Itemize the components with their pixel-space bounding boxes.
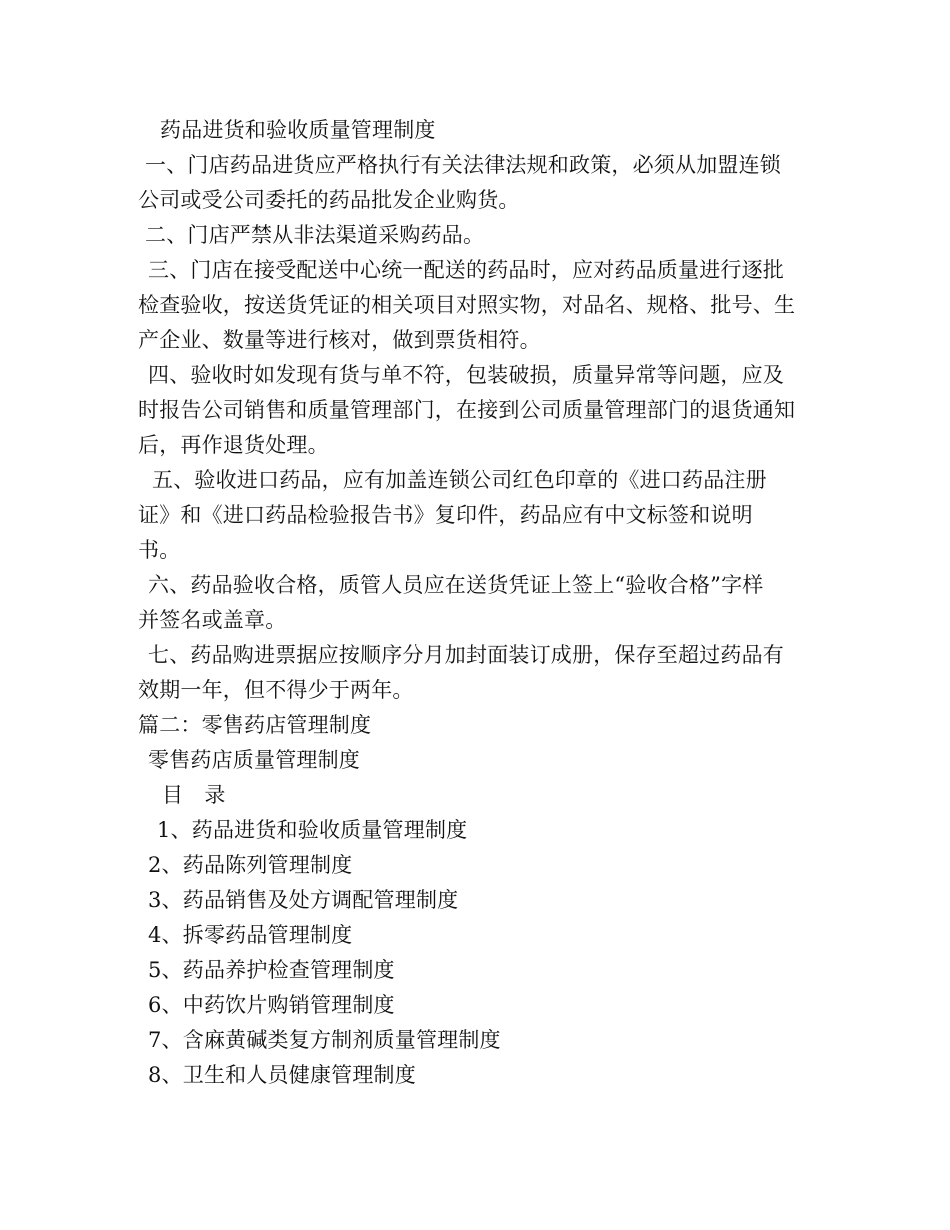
document-title: 药品进货和验收质量管理制度: [160, 118, 436, 142]
clause-7-line-1: 七、药品购进票据应按顺序分月加封面装订成册，保存至超过药品有: [148, 643, 784, 667]
clause-5-line-1: 五、验收进口药品，应有加盖连锁公司红色印章的《进口药品注册: [152, 468, 767, 492]
toc-item: 8、卫生和人员健康管理制度: [148, 1063, 416, 1087]
toc-item: 1、药品进货和验收质量管理制度: [157, 818, 468, 842]
toc-item: 2、药品陈列管理制度: [148, 853, 353, 877]
part-2-subheading: 零售药店质量管理制度: [148, 748, 360, 772]
clause-6-line-1: 六、药品验收合格，质管人员应在送货凭证上签上“验收合格”字样: [148, 573, 764, 597]
clause-7-line-2: 效期一年，但不得少于两年。: [138, 678, 414, 702]
toc-item: 5、药品养护检查管理制度: [148, 958, 395, 982]
clause-2-line-1: 二、门店严禁从非法渠道采购药品。: [145, 223, 485, 247]
clause-3-line-2: 检查验收，按送货凭证的相关项目对照实物，对品名、规格、批号、生: [138, 293, 796, 317]
part-2-heading: 篇二：零售药店管理制度: [138, 713, 372, 737]
clause-5-line-3: 书。: [138, 538, 181, 562]
toc-item: 4、拆零药品管理制度: [148, 923, 353, 947]
clause-1-line-2: 公司或受公司委托的药品批发企业购货。: [138, 188, 520, 212]
clause-3-line-1: 三、门店在接受配送中心统一配送的药品时，应对药品质量进行逐批: [148, 258, 784, 282]
toc-item: 7、含麻黄碱类复方制剂质量管理制度: [148, 1028, 501, 1052]
toc-item: 3、药品销售及处方调配管理制度: [148, 888, 459, 912]
clause-4-line-2: 时报告公司销售和质量管理部门，在接到公司质量管理部门的退货通知: [138, 398, 796, 422]
toc-label: 目 录: [162, 783, 226, 807]
clause-3-line-3: 产企业、数量等进行核对，做到票货相符。: [138, 328, 541, 352]
clause-5-line-2: 证》和《进口药品检验报告书》复印件，药品应有中文标签和说明: [138, 503, 753, 527]
toc-item: 6、中药饮片购销管理制度: [148, 993, 395, 1017]
clause-4-line-1: 四、验收时如发现有货与单不符，包装破损，质量异常等问题，应及: [148, 363, 784, 387]
clause-4-line-3: 后，再作退货处理。: [138, 433, 329, 457]
clause-6-line-2: 并签名或盖章。: [138, 608, 287, 632]
clause-1-line-1: 一、门店药品进货应严格执行有关法律法规和政策，必须从加盟连锁: [145, 153, 781, 177]
